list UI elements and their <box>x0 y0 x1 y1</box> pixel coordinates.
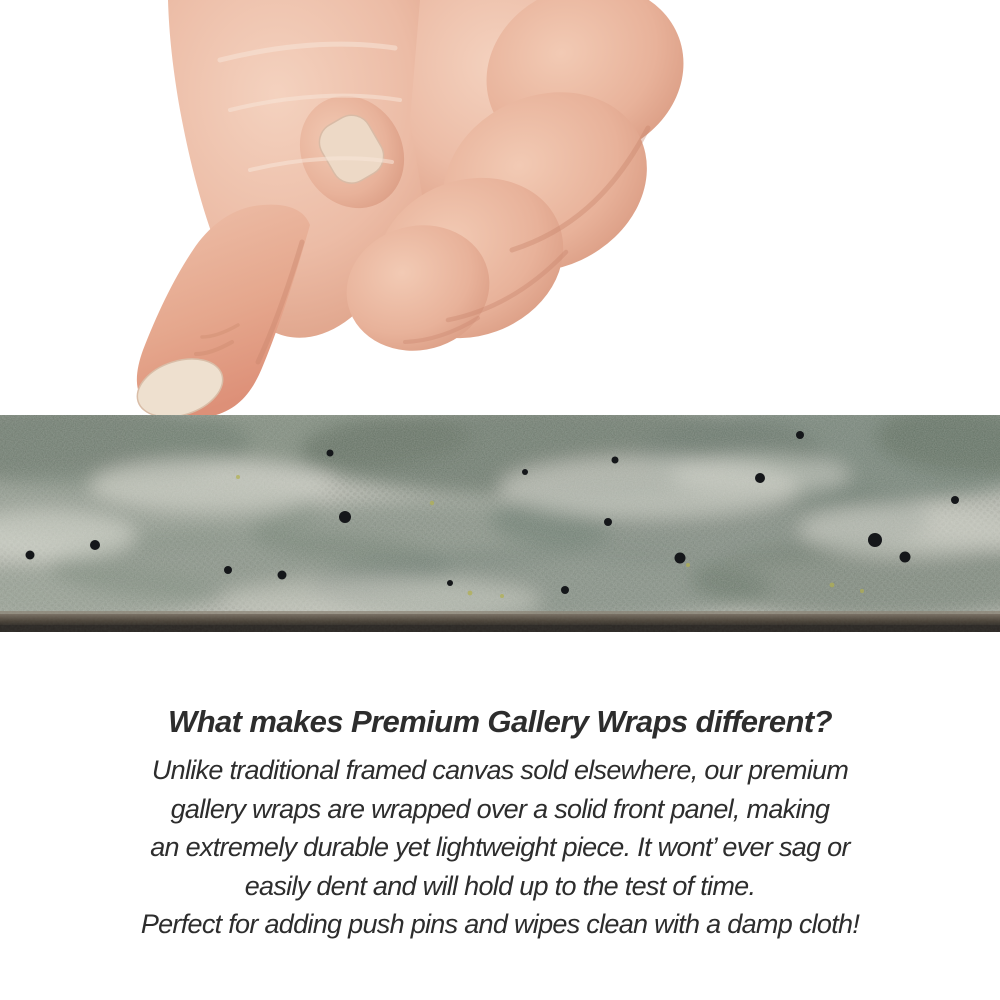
hand-photo <box>0 0 1000 432</box>
caption-line-3: an extremely durable yet lightweight piece. It wont’ ever sag or <box>150 832 850 862</box>
caption-title: What makes Premium Gallery Wraps different? <box>168 704 832 739</box>
caption-line-2: gallery wraps are wrapped over a solid front panel, making <box>170 793 830 824</box>
canvas-bottom-edge <box>0 611 1000 632</box>
caption-block <box>0 702 1000 944</box>
caption-line-1: Unlike traditional framed canvas sold elsewhere, our premium <box>151 755 849 785</box>
caption-line-4: easily dent and will hold up to the test of time. <box>244 870 756 901</box>
canvas-strip <box>0 415 1000 632</box>
caption-line-5: Perfect for adding push pins and wipes clean with a damp cloth! <box>140 909 860 939</box>
